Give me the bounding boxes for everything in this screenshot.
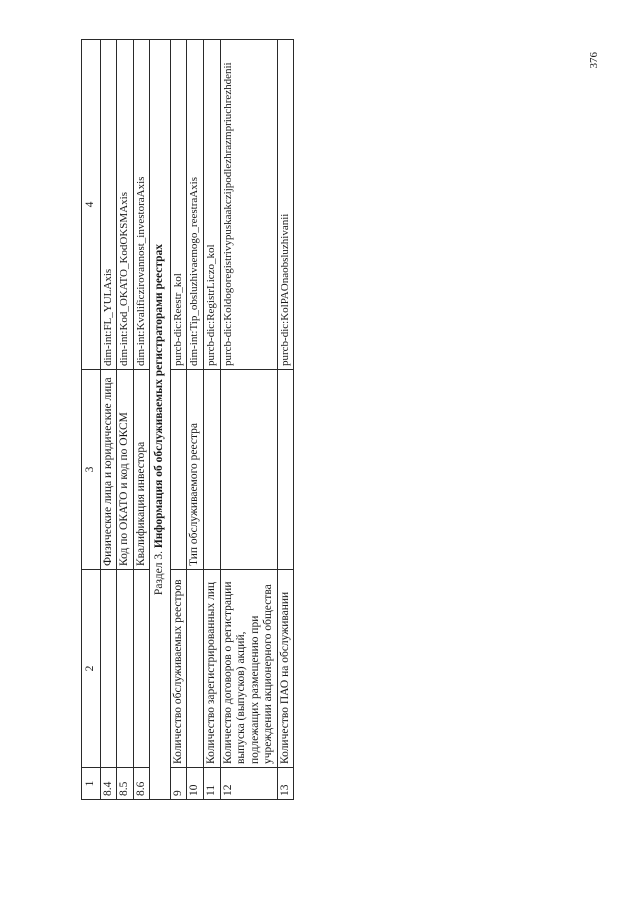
header-cell: 3 — [82, 370, 101, 570]
row-number: 10 — [187, 768, 204, 800]
row-code: dim-int:FL_YULAxis — [100, 40, 117, 370]
rotated-page-content — [81, 40, 306, 800]
row-name: Количество обслуживаемых реестров — [170, 570, 187, 768]
row-name — [133, 570, 150, 768]
table-row — [100, 40, 117, 800]
section-prefix: Раздел 3. — [153, 548, 166, 596]
row-description: Тип обслуживаемого реестра — [187, 370, 204, 570]
table-row — [117, 40, 134, 800]
row-number: 8.5 — [117, 768, 134, 800]
header-cell: 1 — [82, 768, 101, 800]
section-heading-row — [150, 40, 171, 800]
row-code: dim-int:Kvalificzirovannost_investoraAxis — [133, 40, 150, 370]
table-row — [203, 40, 220, 800]
row-name: Количество договоров о регистрации выпуска (выпусков) акций, подлежащих размещению при учреждении акционерного общества — [220, 570, 277, 768]
row-code: purcb-dic:KolPAOnaobsluzhivanii — [277, 40, 294, 370]
table-row — [170, 40, 187, 800]
row-code: purcb-dic:Reestr_kol — [170, 40, 187, 370]
row-description — [277, 370, 294, 570]
table-row — [220, 40, 277, 800]
row-number: 8.6 — [133, 768, 150, 800]
row-name: Количество зарегистрированных лиц — [203, 570, 220, 768]
table-row — [187, 40, 204, 800]
row-number: 11 — [203, 768, 220, 800]
row-name — [100, 570, 117, 768]
section-heading — [150, 40, 171, 800]
row-description: Код по ОКАТО и код по ОКСМ — [117, 370, 134, 570]
row-name — [187, 570, 204, 768]
attributes-table — [81, 39, 294, 800]
row-name — [117, 570, 134, 768]
page-number: 376 — [588, 52, 600, 69]
header-cell: 4 — [82, 40, 101, 370]
row-description — [203, 370, 220, 570]
row-description: Физические лица и юридические лица — [100, 370, 117, 570]
row-name: Количество ПАО на обслуживании — [277, 570, 294, 768]
section-title: Информация об обслуживаемых регистраторами реестрах — [153, 243, 166, 549]
row-number: 9 — [170, 768, 187, 800]
row-description — [220, 370, 277, 570]
table-row — [133, 40, 150, 800]
row-code: dim-int:Kod_OKATO_KodOKSMAxis — [117, 40, 134, 370]
header-cell: 2 — [82, 570, 101, 768]
row-code: purcb-dic:Koldogoregistrivypuskaakczijpodlezhrazmpriuchrezhdenii — [220, 40, 277, 370]
table-row — [277, 40, 294, 800]
row-code: purcb-dic:RegistrLiczo_kol — [203, 40, 220, 370]
row-code: dim-int:Tip_obsluzhivaemogo_reestraAxis — [187, 40, 204, 370]
row-number: 13 — [277, 768, 294, 800]
table-header-row — [82, 40, 101, 800]
row-description — [170, 370, 187, 570]
row-description: Квалификация инвестора — [133, 370, 150, 570]
row-number: 8.4 — [100, 768, 117, 800]
row-number: 12 — [220, 768, 277, 800]
